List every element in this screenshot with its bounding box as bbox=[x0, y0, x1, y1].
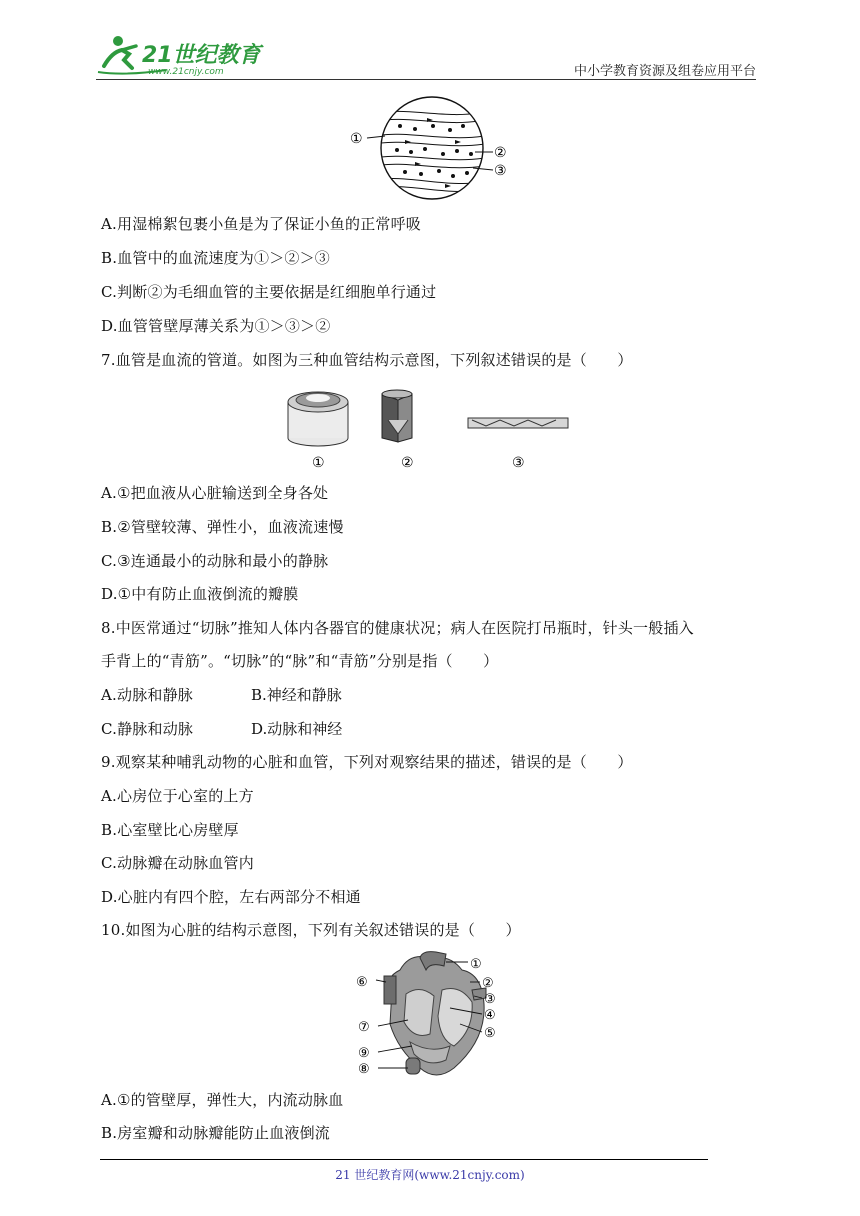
q8-stem-line1: 8.中医常通过“切脉”推知人体内各器官的健康状况；病人在医院打吊瓶时，针头一般插入 bbox=[101, 619, 694, 637]
q10-label-2: ② bbox=[482, 976, 494, 991]
logo-url: www.21cnjy.com bbox=[148, 67, 224, 77]
q10-option-a: A.①的管壁厚，弹性大，内流动脉血 bbox=[101, 1091, 344, 1109]
q7-label-1: ① bbox=[312, 455, 325, 471]
q10-label-7: ⑦ bbox=[358, 1020, 370, 1035]
q10-label-6: ⑥ bbox=[356, 975, 368, 990]
fig6-label-2: ② bbox=[494, 145, 507, 161]
q10-label-9: ⑨ bbox=[358, 1046, 370, 1061]
platform-title: 中小学教育资源及组卷应用平台 bbox=[573, 64, 756, 79]
q7-option-b: B.②管壁较薄、弹性小，血液流速慢 bbox=[101, 518, 344, 536]
q7-option-c: C.③连通最小的动脉和最小的静脉 bbox=[101, 552, 329, 570]
q10-option-b: B.房室瓣和动脉瓣能防止血液倒流 bbox=[101, 1124, 330, 1142]
fig6-label-1: ① bbox=[350, 131, 363, 147]
q8-option-b: B.神经和静脉 bbox=[251, 686, 342, 704]
site-logo bbox=[96, 32, 266, 82]
q9-stem: 9.观察某种哺乳动物的心脏和血管，下列对观察结果的描述，错误的是（ ） bbox=[101, 753, 633, 771]
q6-option-d: D.血管管壁厚薄关系为①＞③＞② bbox=[101, 317, 331, 335]
q9-option-a: A.心房位于心室的上方 bbox=[101, 787, 254, 805]
q8-option-a: A.动脉和静脉 bbox=[101, 686, 194, 704]
q10-label-3: ③ bbox=[484, 992, 496, 1007]
q10-stem: 10.如图为心脏的结构示意图，下列有关叙述错误的是（ ） bbox=[101, 921, 521, 939]
heart-structure-figure bbox=[350, 950, 510, 1082]
q10-label-1: ① bbox=[470, 957, 482, 972]
header-divider bbox=[96, 79, 756, 80]
q8-option-c: C.静脉和动脉 bbox=[101, 720, 194, 738]
q7-label-3: ③ bbox=[512, 455, 525, 471]
q9-option-b: B.心室壁比心房壁厚 bbox=[101, 821, 239, 839]
q6-option-c: C.判断②为毛细血管的主要依据是红细胞单行通过 bbox=[101, 283, 437, 301]
q7-option-a: A.①把血液从心脏输送到全身各处 bbox=[101, 484, 329, 502]
q10-label-5: ⑤ bbox=[484, 1026, 496, 1041]
fig6-label-3: ③ bbox=[494, 163, 507, 179]
fish-tail-blood-flow-figure bbox=[345, 96, 515, 204]
q10-label-8: ⑧ bbox=[358, 1062, 370, 1077]
q6-option-b: B.血管中的血流速度为①＞②＞③ bbox=[101, 249, 330, 267]
q10-label-4: ④ bbox=[484, 1008, 496, 1023]
q8-stem-line2: 手背上的“青筋”。“切脉”的“脉”和“青筋”分别是指（ ） bbox=[101, 652, 499, 670]
blood-vessels-figure bbox=[280, 380, 580, 474]
q9-option-c: C.动脉瓣在动脉血管内 bbox=[101, 854, 254, 872]
footer-text: 21 世纪教育网(www.21cnjy.com) bbox=[335, 1168, 525, 1182]
q8-option-d: D.动脉和神经 bbox=[251, 720, 343, 738]
q7-stem: 7.血管是血流的管道。如图为三种血管结构示意图，下列叙述错误的是（ ） bbox=[101, 351, 633, 369]
q6-option-a: A.用湿棉絮包裹小鱼是为了保证小鱼的正常呼吸 bbox=[101, 215, 422, 233]
q9-option-d: D.心脏内有四个腔，左右两部分不相通 bbox=[101, 888, 361, 906]
logo-text: 21世纪教育 bbox=[142, 43, 261, 68]
footer-divider bbox=[100, 1159, 708, 1160]
q7-option-d: D.①中有防止血液倒流的瓣膜 bbox=[101, 585, 299, 603]
q7-label-2: ② bbox=[401, 455, 414, 471]
